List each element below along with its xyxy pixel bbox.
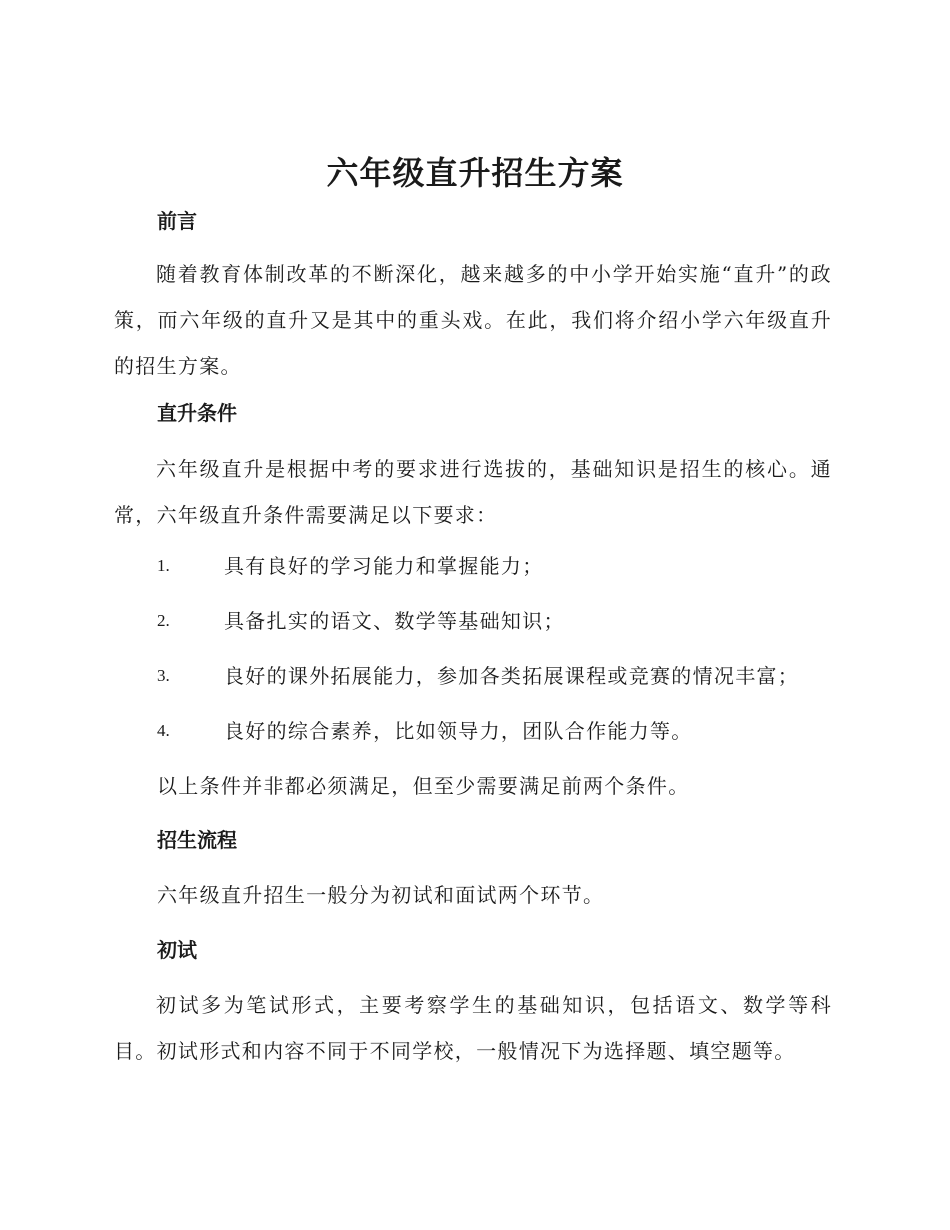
document-title: 六年级直升招生方案 xyxy=(326,154,624,192)
list-item xyxy=(157,716,837,746)
list-item-number: 4. xyxy=(157,721,170,740)
section-heading-process: 招生流程 xyxy=(157,828,237,852)
section-heading-preface: 前言 xyxy=(157,209,197,233)
list-item-text: 具备扎实的语文、数学等基础知识； xyxy=(224,609,565,633)
list-item-number: 3. xyxy=(157,666,170,685)
preface-paragraph: 随着教育体制改革的不断深化，越来越多的中小学开始实施“直升”的政策，而六年级的直升又是其中的重头戏。在此，我们将介绍小学六年级直升的招生方案。 xyxy=(114,262,832,378)
preliminary-paragraph: 初试多为笔试形式，主要考察学生的基础知识，包括语文、数学等科目。初试形式和内容不同于不同学校，一般情况下为选择题、填空题等。 xyxy=(114,993,832,1063)
section-heading-conditions: 直升条件 xyxy=(157,401,237,425)
list-item-text: 良好的综合素养，比如领导力，团队合作能力等。 xyxy=(224,719,693,743)
list-item xyxy=(157,551,837,581)
list-item xyxy=(157,606,837,636)
section-heading-preliminary: 初试 xyxy=(157,938,197,962)
list-item-text: 良好的课外拓展能力，参加各类拓展课程或竞赛的情况丰富； xyxy=(224,664,800,688)
list-item-text: 具有良好的学习能力和掌握能力； xyxy=(224,554,544,578)
list-item xyxy=(157,661,837,691)
process-paragraph: 六年级直升招生一般分为初试和面试两个环节。 xyxy=(157,883,605,907)
list-item-number: 1. xyxy=(157,556,170,575)
list-item-number: 2. xyxy=(157,611,170,630)
conditions-note: 以上条件并非都必须满足，但至少需要满足前两个条件。 xyxy=(157,774,690,798)
conditions-paragraph: 六年级直升是根据中考的要求进行选拔的，基础知识是招生的核心。通常，六年级直升条件需要满足以下要求： xyxy=(114,457,832,527)
